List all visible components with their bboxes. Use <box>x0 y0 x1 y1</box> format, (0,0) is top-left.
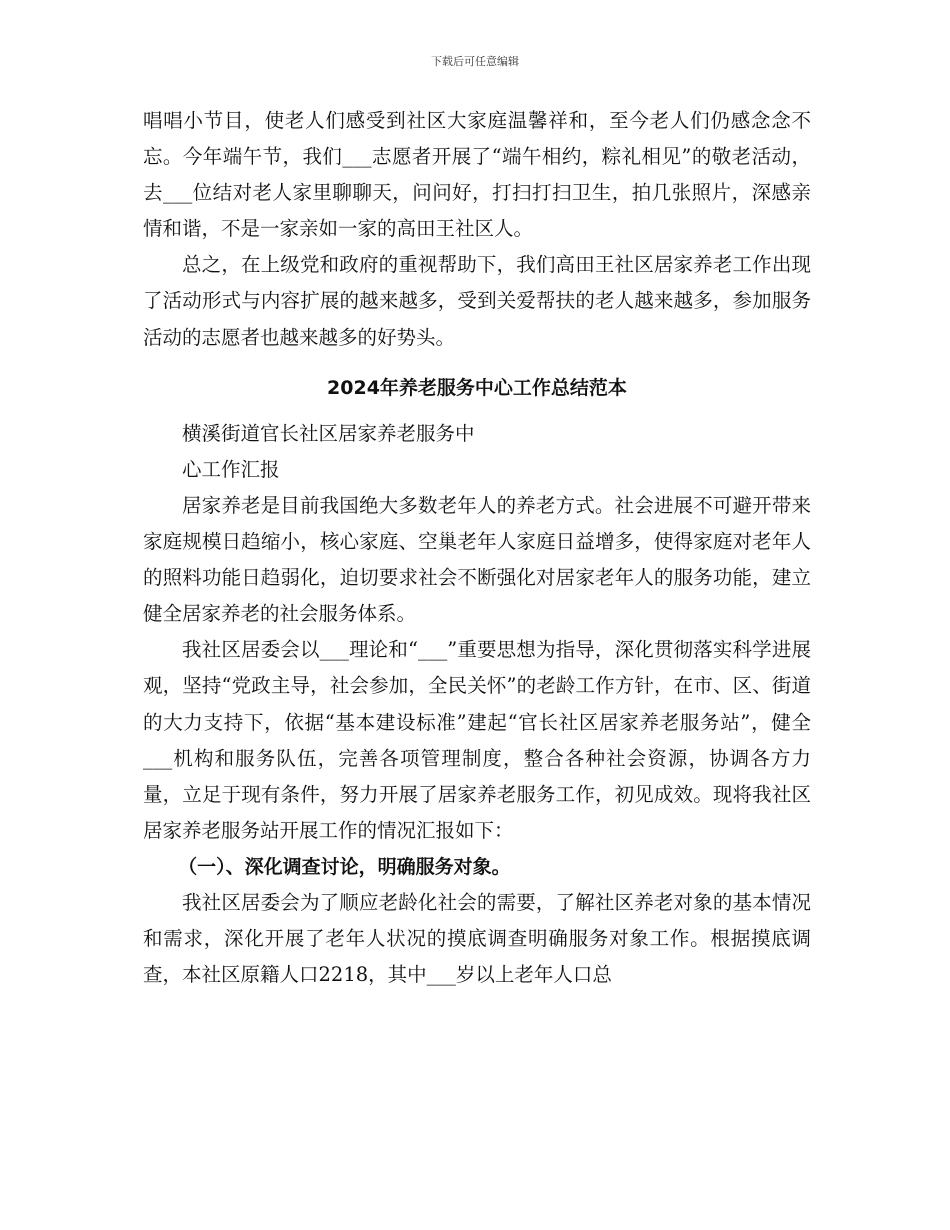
page-header: 下载后可任意编辑 <box>431 55 519 68</box>
paragraph-conclusion: 总之，在上级党和政府的重视帮助下，我们高田王社区居家养老工作出现了活动形式与内容扩展的越来越多，受到关爱帮扶的老人越来越多，参加服务活动的志愿者也越来越多的好势头。 <box>143 253 811 349</box>
paragraph-intro: 居家养老是目前我国绝大多数老年人的养老方式。社会进展不可避开带来家庭规模日趋缩小，核心家庭、空巢老年人家庭日益增多，使得家庭对老年人的照料功能日趋弱化，迫切要求社会不断强化对居家老年人的服务功能，建立健全居家养老的社会服务体系。 <box>143 493 811 626</box>
report-subtitle-line-2: 心工作汇报 <box>182 457 280 481</box>
document-body <box>143 103 811 993</box>
report-subtitle-line-1: 横溪街道官长社区居家养老服务中 <box>182 421 475 445</box>
section-heading: （一）、深化调查讨论，明确服务对象。 <box>178 855 511 878</box>
paragraph-continued: 唱唱小节目，使老人们感受到社区大家庭温馨祥和，至今老人们仍感念念不忘。今年端午节，我们___志愿者开展了“端午相约，粽礼相见”的敬老活动，去___位结对老人家里聊聊天，问问好，打扫打扫卫生，拍几张照片，深感亲情和谐，不是一家亲如一家的高田王社区人。 <box>143 109 811 241</box>
document-title: 2024年养老服务中心工作总结范本 <box>327 376 627 399</box>
paragraph-survey: 我社区居委会为了顺应老龄化社会的需要，了解社区养老对象的基本情况和需求，深化开展了老年人状况的摸底调查明确服务对象工作。根据摸底调查，本社区原籍人口2218，其中___岁以上老年人口总 <box>143 890 811 987</box>
paragraph-guidance: 我社区居委会以___理论和“___”重要思想为指导，深化贯彻落实科学进展观，坚持“党政主导，社会参加，全民关怀”的老龄工作方针，在市、区、街道的大力支持下，依据“基本建设标准”建起“官长社区居家养老服务站”，健全___机构和服务队伍，完善各项管理制度，整合各种社会资源，协调各方力量，立足于现有条件，努力开展了居家养老服务工作，初见成效。现将我社区居家养老服务站开展工作的情况汇报如下： <box>143 638 811 842</box>
